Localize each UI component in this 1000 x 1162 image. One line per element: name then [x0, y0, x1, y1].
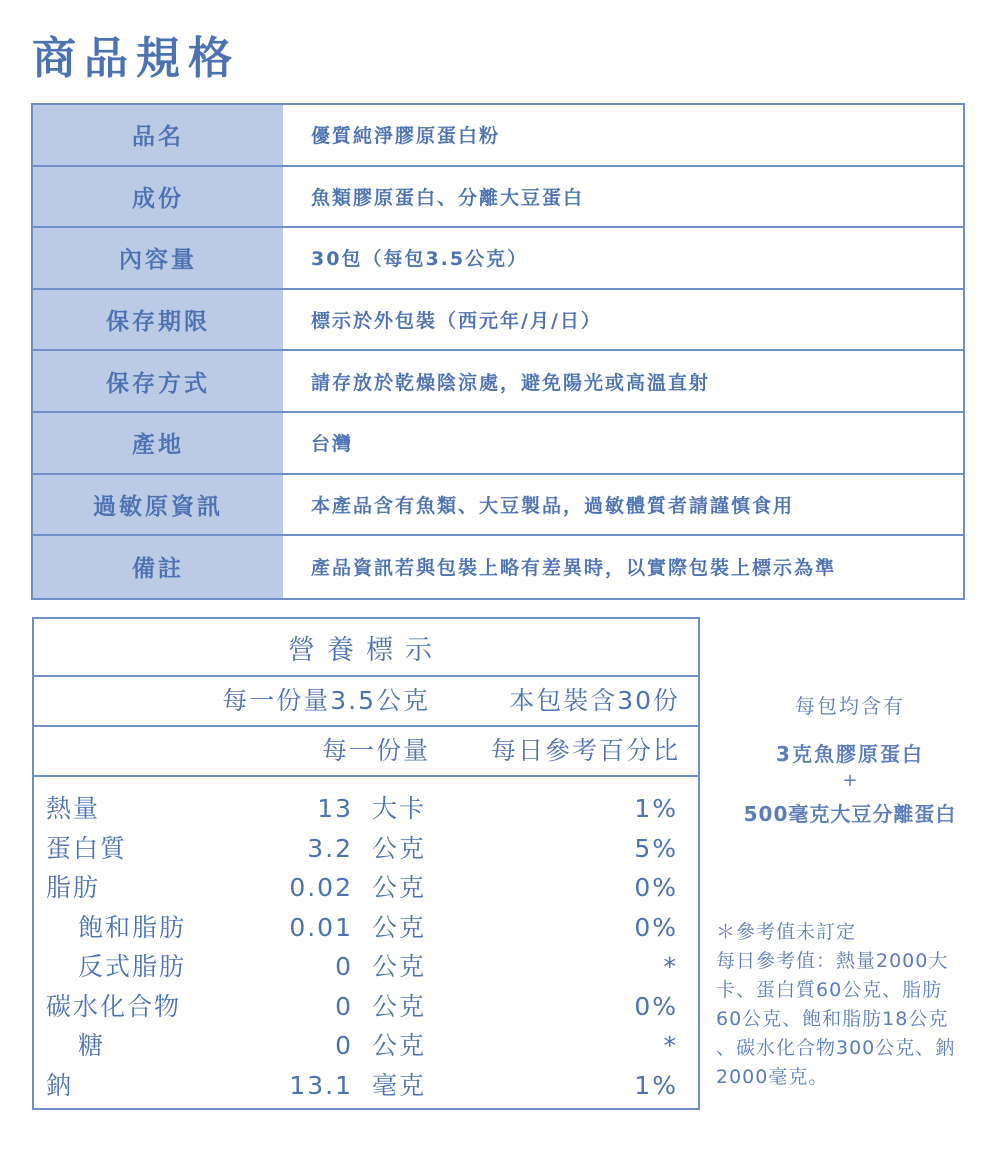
nutrition-row — [34, 1066, 698, 1106]
nutrition-rows — [34, 789, 698, 1105]
nutrient-unit: 公克 — [372, 1031, 427, 1060]
spec-row-ingredients — [33, 167, 963, 229]
nutrient-daily-value: 0% — [634, 912, 678, 942]
nutrient-name: 蛋白質 — [46, 833, 128, 863]
note-line: 60公克、飽和脂肪18公克 — [716, 1008, 949, 1030]
nutrient-amount: 3.2 — [307, 833, 353, 863]
soy-protein-amount: 500毫克大豆分離蛋白 — [743, 802, 957, 826]
nutrient-name: 熱量 — [46, 794, 101, 823]
nutrient-unit: 毫克 — [372, 1070, 427, 1100]
spec-value: 標示於外包裝（西元年/月/日） — [311, 310, 602, 333]
note-line: 2000毫克。 — [716, 1066, 829, 1088]
serving-info-row — [34, 677, 698, 727]
spec-row-allergen — [33, 475, 963, 537]
plus-sign: + — [842, 770, 858, 791]
spec-label: 成份 — [33, 167, 283, 227]
spec-row-origin — [33, 413, 963, 475]
nutrition-row — [34, 908, 698, 948]
spec-table — [31, 103, 965, 600]
nutrient-amount: 0 — [335, 1031, 353, 1060]
spec-value: 請存放於乾燥陰涼處，避免陽光或高溫直射 — [311, 371, 711, 394]
nutrient-amount: 0.01 — [289, 912, 353, 942]
nutrient-daily-value: 1% — [634, 1070, 678, 1100]
spec-label: 備註 — [33, 536, 283, 598]
serving-size: 每一份量3.5公克 — [222, 686, 430, 715]
spec-value: 本產品含有魚類、大豆製品，過敏體質者請謹慎食用 — [311, 494, 795, 517]
nutrient-unit: 大卡 — [372, 794, 427, 823]
nutrition-row — [34, 947, 698, 987]
spec-row-storage — [33, 351, 963, 413]
nutrient-unit: 公克 — [372, 991, 427, 1021]
nutrient-amount: 13.1 — [289, 1070, 353, 1100]
col-daily-value: 每日參考百分比 — [490, 736, 680, 765]
per-pack-label: 每包均含有 — [795, 694, 905, 718]
spec-label: 保存方式 — [33, 351, 283, 411]
spec-label: 內容量 — [33, 228, 283, 288]
nutrient-daily-value: 5% — [634, 833, 678, 863]
nutrition-facts-panel — [32, 617, 700, 1110]
nutrition-row — [34, 987, 698, 1027]
nutrition-row — [34, 1026, 698, 1066]
note-line: ＊參考值未訂定 — [716, 921, 857, 943]
spec-value: 產品資訊若與包裝上略有差異時，以實際包裝上標示為準 — [311, 557, 837, 580]
note-line: 、碳水化合物300公克、鈉 — [716, 1037, 956, 1059]
nutrient-daily-value: * — [663, 952, 678, 981]
nutrient-name: 脂肪 — [46, 873, 101, 902]
page-title: 商品規格 — [32, 33, 240, 84]
nutrient-name: 糖 — [78, 1031, 106, 1060]
spec-row-content — [33, 228, 963, 290]
spec-value: 優質純淨膠原蛋白粉 — [311, 125, 501, 148]
nutrient-unit: 公克 — [372, 912, 427, 942]
note-line: 每日參考值：熱量2000大 — [716, 950, 949, 972]
spec-label: 過敏原資訊 — [33, 475, 283, 535]
nutrient-daily-value: 1% — [634, 794, 678, 823]
nutrient-unit: 公克 — [372, 952, 427, 981]
col-per-serving: 每一份量 — [321, 736, 430, 765]
nutrient-daily-value: 0% — [634, 991, 678, 1021]
nutrient-name: 鈉 — [46, 1070, 74, 1100]
spec-label: 保存期限 — [33, 290, 283, 350]
nutrient-name: 飽和脂肪 — [78, 912, 187, 942]
nutrient-name: 碳水化合物 — [46, 991, 182, 1021]
spec-row-name — [33, 105, 963, 167]
nutrition-row — [34, 868, 698, 908]
spec-row-remarks — [33, 536, 963, 598]
nutrient-amount: 0 — [335, 952, 353, 981]
note-line: 卡、蛋白質60公克、脂肪 — [716, 979, 943, 1001]
nutrition-row — [34, 789, 698, 829]
nutrient-unit: 公克 — [372, 873, 427, 902]
collagen-amount: 3克魚膠原蛋白 — [776, 742, 924, 766]
spec-value: 台灣 — [311, 433, 354, 456]
nutrient-amount: 13 — [317, 794, 353, 823]
nutrition-column-headers — [34, 727, 698, 777]
nutrient-daily-value: 0% — [634, 873, 678, 902]
nutrient-daily-value: * — [663, 1031, 678, 1060]
spec-label: 產地 — [33, 413, 283, 473]
nutrient-unit: 公克 — [372, 833, 427, 863]
nutrient-name: 反式脂肪 — [78, 952, 187, 981]
daily-reference-notes — [716, 918, 996, 1092]
nutrition-row — [34, 829, 698, 869]
nutrient-amount: 0.02 — [289, 873, 353, 902]
spec-value: 30包（每包3.5公克） — [311, 248, 529, 271]
nutrition-heading: 營養標示 — [34, 619, 698, 677]
spec-row-expiry — [33, 290, 963, 352]
nutrient-amount: 0 — [335, 991, 353, 1021]
spec-value: 魚類膠原蛋白、分離大豆蛋白 — [311, 186, 585, 209]
servings-per-pack: 本包裝含30份 — [509, 686, 680, 715]
spec-label: 品名 — [33, 105, 283, 165]
